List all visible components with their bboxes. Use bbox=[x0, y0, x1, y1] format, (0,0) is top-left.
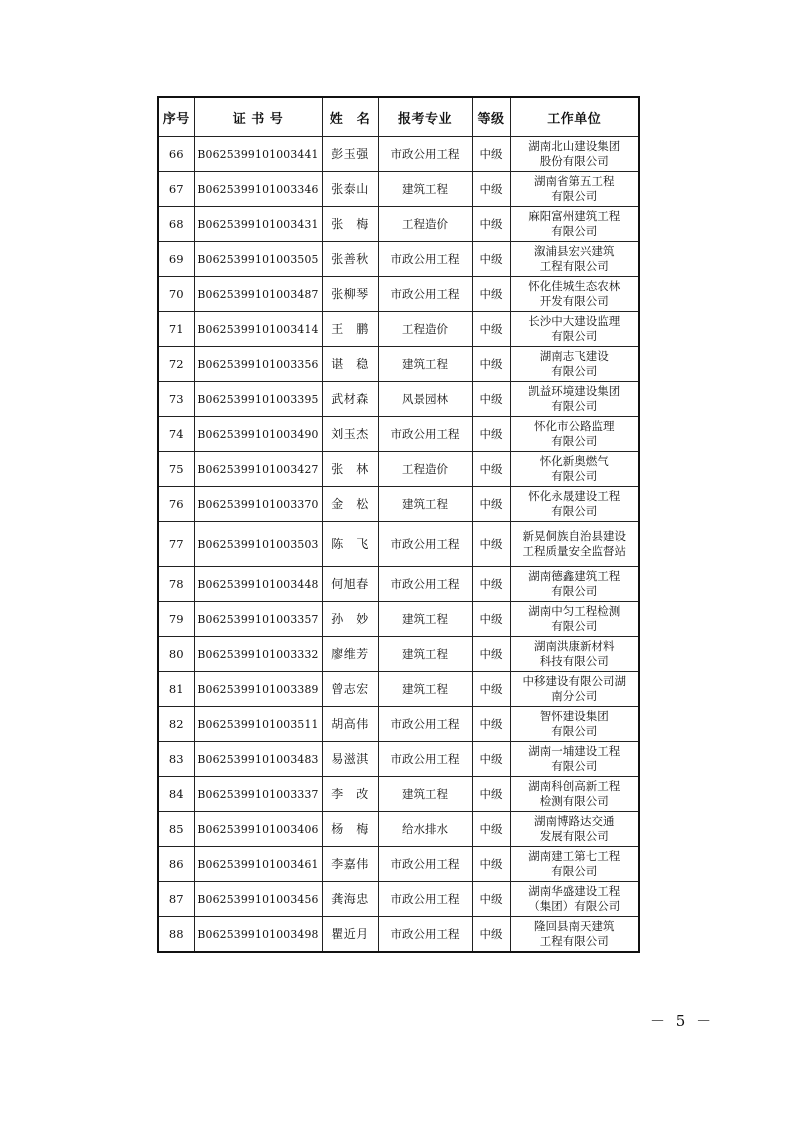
table-row bbox=[158, 567, 639, 602]
major-cell: 市政公用工程 bbox=[378, 707, 472, 742]
table-header-row bbox=[158, 97, 639, 137]
major-cell: 建筑工程 bbox=[378, 777, 472, 812]
work-unit-line-2: 有限公司 bbox=[551, 504, 598, 518]
work-unit-cell bbox=[510, 602, 639, 637]
level-cell: 中级 bbox=[472, 672, 510, 707]
table-row bbox=[158, 312, 639, 347]
table-row bbox=[158, 707, 639, 742]
name-cell: 张 梅 bbox=[322, 207, 378, 242]
certificate-cell: B0625399101003456 bbox=[194, 882, 322, 917]
major-cell: 建筑工程 bbox=[378, 672, 472, 707]
table-row bbox=[158, 452, 639, 487]
level-cell: 中级 bbox=[472, 487, 510, 522]
certificate-cell: B0625399101003332 bbox=[194, 637, 322, 672]
work-unit-cell bbox=[510, 917, 639, 953]
serial-cell: 71 bbox=[158, 312, 194, 347]
name-cell: 谌 稳 bbox=[322, 347, 378, 382]
table-row bbox=[158, 242, 639, 277]
work-unit-line-1: 中移建设有限公司湖 bbox=[522, 674, 626, 688]
work-unit-line-1: 湖南北山建设集团 bbox=[528, 139, 621, 153]
name-cell: 李 改 bbox=[322, 777, 378, 812]
level-cell: 中级 bbox=[472, 172, 510, 207]
major-cell: 给水排水 bbox=[378, 812, 472, 847]
work-unit-line-2: 工程质量安全监督站 bbox=[522, 544, 626, 558]
name-cell: 孙 妙 bbox=[322, 602, 378, 637]
table-row bbox=[158, 487, 639, 522]
serial-cell: 72 bbox=[158, 347, 194, 382]
serial-cell: 75 bbox=[158, 452, 194, 487]
name-cell: 张善秋 bbox=[322, 242, 378, 277]
serial-cell: 80 bbox=[158, 637, 194, 672]
major-cell: 市政公用工程 bbox=[378, 277, 472, 312]
name-cell: 易滋淇 bbox=[322, 742, 378, 777]
table-row bbox=[158, 417, 639, 452]
work-unit-cell bbox=[510, 347, 639, 382]
work-unit-cell bbox=[510, 567, 639, 602]
work-unit-line-2: 有限公司 bbox=[551, 399, 598, 413]
work-unit-cell bbox=[510, 882, 639, 917]
records-table-wrapper bbox=[157, 96, 638, 953]
serial-cell: 88 bbox=[158, 917, 194, 953]
level-cell: 中级 bbox=[472, 137, 510, 172]
certificate-cell: B0625399101003503 bbox=[194, 522, 322, 567]
work-unit-line-1: 湖南科创高新工程 bbox=[528, 779, 621, 793]
certificate-cell: B0625399101003337 bbox=[194, 777, 322, 812]
work-unit-line-1: 湖南中匀工程检测 bbox=[528, 604, 621, 618]
work-unit-line-1: 湖南博路达交通 bbox=[534, 814, 615, 828]
work-unit-line-2: 有限公司 bbox=[551, 434, 598, 448]
table-row bbox=[158, 277, 639, 312]
major-cell: 建筑工程 bbox=[378, 172, 472, 207]
name-cell: 张柳琴 bbox=[322, 277, 378, 312]
major-cell: 工程造价 bbox=[378, 312, 472, 347]
level-cell: 中级 bbox=[472, 207, 510, 242]
level-cell: 中级 bbox=[472, 277, 510, 312]
serial-cell: 70 bbox=[158, 277, 194, 312]
major-cell: 市政公用工程 bbox=[378, 917, 472, 953]
work-unit-cell bbox=[510, 417, 639, 452]
table-row bbox=[158, 812, 639, 847]
work-unit-cell bbox=[510, 312, 639, 347]
work-unit-cell bbox=[510, 672, 639, 707]
work-unit-cell bbox=[510, 522, 639, 567]
certificate-cell: B0625399101003511 bbox=[194, 707, 322, 742]
header-serial: 序号 bbox=[158, 97, 194, 137]
name-cell: 曾志宏 bbox=[322, 672, 378, 707]
table-row bbox=[158, 917, 639, 953]
table-row bbox=[158, 347, 639, 382]
level-cell: 中级 bbox=[472, 522, 510, 567]
major-cell: 市政公用工程 bbox=[378, 242, 472, 277]
certificate-cell: B0625399101003441 bbox=[194, 137, 322, 172]
work-unit-line-1: 怀化佳城生态农林 bbox=[528, 279, 621, 293]
name-cell: 王 鹏 bbox=[322, 312, 378, 347]
work-unit-line-1: 湖南洪康新材料 bbox=[534, 639, 615, 653]
work-unit-cell bbox=[510, 277, 639, 312]
serial-cell: 81 bbox=[158, 672, 194, 707]
work-unit-line-1: 新晃侗族自治县建设 bbox=[522, 529, 626, 543]
major-cell: 风景园林 bbox=[378, 382, 472, 417]
serial-cell: 82 bbox=[158, 707, 194, 742]
name-cell: 廖维芳 bbox=[322, 637, 378, 672]
work-unit-cell bbox=[510, 452, 639, 487]
certificate-cell: B0625399101003395 bbox=[194, 382, 322, 417]
work-unit-cell bbox=[510, 707, 639, 742]
major-cell: 建筑工程 bbox=[378, 347, 472, 382]
serial-cell: 84 bbox=[158, 777, 194, 812]
header-name: 姓 名 bbox=[322, 97, 378, 137]
work-unit-line-2: 股份有限公司 bbox=[539, 154, 609, 168]
serial-cell: 68 bbox=[158, 207, 194, 242]
name-cell: 胡高伟 bbox=[322, 707, 378, 742]
work-unit-cell bbox=[510, 777, 639, 812]
name-cell: 彭玉强 bbox=[322, 137, 378, 172]
name-cell: 金 松 bbox=[322, 487, 378, 522]
table-row bbox=[158, 207, 639, 242]
serial-cell: 67 bbox=[158, 172, 194, 207]
serial-cell: 85 bbox=[158, 812, 194, 847]
level-cell: 中级 bbox=[472, 707, 510, 742]
work-unit-line-1: 怀化市公路监理 bbox=[534, 419, 615, 433]
name-cell: 李嘉伟 bbox=[322, 847, 378, 882]
header-major: 报考专业 bbox=[378, 97, 472, 137]
name-cell: 张泰山 bbox=[322, 172, 378, 207]
header-level: 等级 bbox=[472, 97, 510, 137]
records-table bbox=[157, 96, 640, 953]
serial-cell: 78 bbox=[158, 567, 194, 602]
level-cell: 中级 bbox=[472, 312, 510, 347]
serial-cell: 76 bbox=[158, 487, 194, 522]
header-work-unit: 工作单位 bbox=[510, 97, 639, 137]
work-unit-cell bbox=[510, 742, 639, 777]
table-body bbox=[158, 137, 639, 953]
level-cell: 中级 bbox=[472, 417, 510, 452]
work-unit-cell bbox=[510, 847, 639, 882]
certificate-cell: B0625399101003448 bbox=[194, 567, 322, 602]
name-cell: 何旭春 bbox=[322, 567, 378, 602]
major-cell: 工程造价 bbox=[378, 207, 472, 242]
level-cell: 中级 bbox=[472, 777, 510, 812]
table-row bbox=[158, 137, 639, 172]
major-cell: 市政公用工程 bbox=[378, 567, 472, 602]
work-unit-line-2: 有限公司 bbox=[551, 224, 598, 238]
major-cell: 市政公用工程 bbox=[378, 417, 472, 452]
major-cell: 市政公用工程 bbox=[378, 742, 472, 777]
level-cell: 中级 bbox=[472, 917, 510, 953]
work-unit-line-1: 怀化永晟建设工程 bbox=[528, 489, 621, 503]
certificate-cell: B0625399101003389 bbox=[194, 672, 322, 707]
serial-cell: 74 bbox=[158, 417, 194, 452]
level-cell: 中级 bbox=[472, 742, 510, 777]
work-unit-line-2: 发展有限公司 bbox=[539, 829, 609, 843]
serial-cell: 86 bbox=[158, 847, 194, 882]
level-cell: 中级 bbox=[472, 242, 510, 277]
header-certificate: 证 书 号 bbox=[194, 97, 322, 137]
name-cell: 杨 梅 bbox=[322, 812, 378, 847]
level-cell: 中级 bbox=[472, 602, 510, 637]
work-unit-line-2: 开发有限公司 bbox=[539, 294, 609, 308]
work-unit-line-1: 智怀建设集团 bbox=[539, 709, 609, 723]
name-cell: 武材森 bbox=[322, 382, 378, 417]
work-unit-cell bbox=[510, 172, 639, 207]
serial-cell: 79 bbox=[158, 602, 194, 637]
major-cell: 建筑工程 bbox=[378, 487, 472, 522]
work-unit-line-2: 有限公司 bbox=[551, 584, 598, 598]
major-cell: 工程造价 bbox=[378, 452, 472, 487]
major-cell: 市政公用工程 bbox=[378, 882, 472, 917]
work-unit-line-1: 湖南华盛建设工程 bbox=[528, 884, 621, 898]
certificate-cell: B0625399101003431 bbox=[194, 207, 322, 242]
work-unit-cell bbox=[510, 137, 639, 172]
serial-cell: 69 bbox=[158, 242, 194, 277]
table-row bbox=[158, 777, 639, 812]
work-unit-line-2: 工程有限公司 bbox=[539, 934, 609, 948]
work-unit-line-1: 湖南建工第七工程 bbox=[528, 849, 621, 863]
work-unit-cell bbox=[510, 487, 639, 522]
name-cell: 龚海忠 bbox=[322, 882, 378, 917]
work-unit-line-2: 工程有限公司 bbox=[539, 259, 609, 273]
certificate-cell: B0625399101003414 bbox=[194, 312, 322, 347]
work-unit-line-2: 科技有限公司 bbox=[539, 654, 609, 668]
name-cell: 瞿近月 bbox=[322, 917, 378, 953]
work-unit-line-1: 长沙中大建设监理 bbox=[528, 314, 621, 328]
certificate-cell: B0625399101003487 bbox=[194, 277, 322, 312]
work-unit-cell bbox=[510, 207, 639, 242]
major-cell: 建筑工程 bbox=[378, 637, 472, 672]
major-cell: 市政公用工程 bbox=[378, 137, 472, 172]
work-unit-line-1: 湖南一埔建设工程 bbox=[528, 744, 621, 758]
serial-cell: 83 bbox=[158, 742, 194, 777]
major-cell: 建筑工程 bbox=[378, 602, 472, 637]
work-unit-cell bbox=[510, 812, 639, 847]
level-cell: 中级 bbox=[472, 882, 510, 917]
work-unit-line-2: 有限公司 bbox=[551, 469, 598, 483]
major-cell: 市政公用工程 bbox=[378, 847, 472, 882]
table-row bbox=[158, 672, 639, 707]
serial-cell: 66 bbox=[158, 137, 194, 172]
table-row bbox=[158, 382, 639, 417]
serial-cell: 73 bbox=[158, 382, 194, 417]
table-row bbox=[158, 602, 639, 637]
level-cell: 中级 bbox=[472, 637, 510, 672]
work-unit-cell bbox=[510, 242, 639, 277]
work-unit-line-2: 检测有限公司 bbox=[539, 794, 609, 808]
work-unit-line-1: 怀化新奥燃气 bbox=[539, 454, 609, 468]
certificate-cell: B0625399101003505 bbox=[194, 242, 322, 277]
work-unit-line-1: 隆回县南天建筑 bbox=[534, 919, 615, 933]
certificate-cell: B0625399101003406 bbox=[194, 812, 322, 847]
level-cell: 中级 bbox=[472, 347, 510, 382]
work-unit-line-1: 湖南省第五工程 bbox=[534, 174, 615, 188]
table-row bbox=[158, 522, 639, 567]
certificate-cell: B0625399101003356 bbox=[194, 347, 322, 382]
serial-cell: 77 bbox=[158, 522, 194, 567]
certificate-cell: B0625399101003461 bbox=[194, 847, 322, 882]
work-unit-line-1: 麻阳富州建筑工程 bbox=[528, 209, 621, 223]
name-cell: 陈 飞 bbox=[322, 522, 378, 567]
certificate-cell: B0625399101003357 bbox=[194, 602, 322, 637]
work-unit-line-1: 湖南志飞建设 bbox=[539, 349, 609, 363]
work-unit-line-1: 湖南德鑫建筑工程 bbox=[528, 569, 621, 583]
certificate-cell: B0625399101003427 bbox=[194, 452, 322, 487]
table-row bbox=[158, 172, 639, 207]
level-cell: 中级 bbox=[472, 382, 510, 417]
work-unit-cell bbox=[510, 637, 639, 672]
level-cell: 中级 bbox=[472, 847, 510, 882]
certificate-cell: B0625399101003498 bbox=[194, 917, 322, 953]
work-unit-line-2: 有限公司 bbox=[551, 189, 598, 203]
name-cell: 刘玉杰 bbox=[322, 417, 378, 452]
work-unit-line-2: （集团）有限公司 bbox=[528, 899, 621, 913]
work-unit-line-2: 有限公司 bbox=[551, 619, 598, 633]
certificate-cell: B0625399101003483 bbox=[194, 742, 322, 777]
name-cell: 张 林 bbox=[322, 452, 378, 487]
work-unit-line-2: 有限公司 bbox=[551, 329, 598, 343]
work-unit-line-1: 凯益环境建设集团 bbox=[528, 384, 621, 398]
work-unit-line-2: 有限公司 bbox=[551, 364, 598, 378]
level-cell: 中级 bbox=[472, 567, 510, 602]
table-row bbox=[158, 882, 639, 917]
work-unit-line-2: 有限公司 bbox=[551, 724, 598, 738]
table-row bbox=[158, 847, 639, 882]
work-unit-line-1: 溆浦县宏兴建筑 bbox=[534, 244, 615, 258]
table-row bbox=[158, 637, 639, 672]
work-unit-line-2: 有限公司 bbox=[551, 759, 598, 773]
major-cell: 市政公用工程 bbox=[378, 522, 472, 567]
certificate-cell: B0625399101003490 bbox=[194, 417, 322, 452]
certificate-cell: B0625399101003346 bbox=[194, 172, 322, 207]
level-cell: 中级 bbox=[472, 812, 510, 847]
certificate-cell: B0625399101003370 bbox=[194, 487, 322, 522]
table-row bbox=[158, 742, 639, 777]
work-unit-line-2: 有限公司 bbox=[551, 864, 598, 878]
work-unit-cell bbox=[510, 382, 639, 417]
level-cell: 中级 bbox=[472, 452, 510, 487]
page-number: － 5 － bbox=[650, 1012, 715, 1030]
serial-cell: 87 bbox=[158, 882, 194, 917]
work-unit-line-2: 南分公司 bbox=[551, 689, 598, 703]
